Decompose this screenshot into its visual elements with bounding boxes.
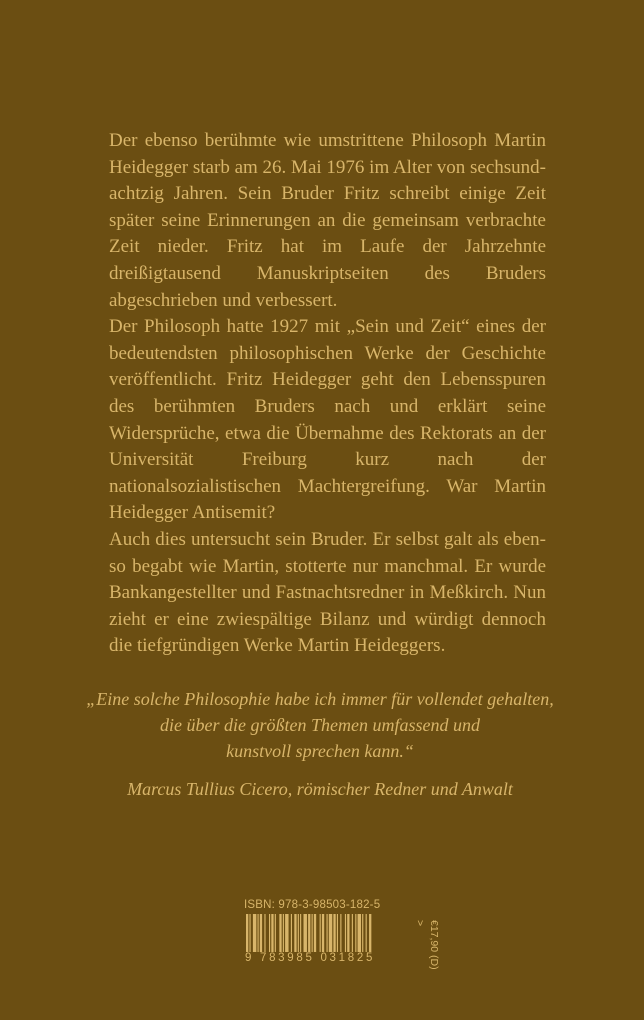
quote-line-2: die über die größten Themen umfassend und bbox=[160, 715, 480, 735]
back-cover-blurb bbox=[109, 128, 546, 660]
quote-line-3: kunstvoll sprechen kann.“ bbox=[226, 741, 414, 761]
quote-attribution: Marcus Tullius Cicero, römischer Redner und Anwalt bbox=[127, 779, 513, 799]
price-label bbox=[414, 920, 441, 970]
price-marker: > bbox=[414, 920, 426, 927]
price-text: €17,90 (D) bbox=[428, 920, 440, 970]
blurb-paragraph-1: Der ebenso berühmte wie umstrittene Philosoph Martin Heidegger starb am 26. Mai 1976 im Alter von sechsundachtzig Jahren. Sein Bruder Fritz schreibt einige Zeit später seine Erinnerungen an die gemeinsam verbrachte Zeit nieder. Fritz hat im Laufe der Jahrzehnte dreißigtausend Manuskriptseiten des Bruders abgeschrieben und verbessert. bbox=[109, 130, 546, 311]
cicero-quote bbox=[60, 686, 580, 802]
quote-line-1: „Eine solche Philosophie habe ich immer für vollendet gehalten, bbox=[86, 689, 554, 709]
blurb-paragraph-2: Der Philosoph hatte 1927 mit „Sein und Zeit“ eines der bedeutendsten philosophischen Werke der Geschichte veröffentlicht. Fritz Heidegger geht den Lebensspuren des berühmten Bruders nach und erklärt seine Widersprüche, etwa die Übernahme des Rektorats an der Universität Freiburg kurz nach der nationalsozialistischen Machtergreifung. War Martin Heidegger Antisemit? bbox=[109, 316, 546, 524]
quote-text bbox=[60, 686, 580, 764]
isbn-label: ISBN: 978-3-98503-182-5 bbox=[244, 899, 381, 911]
barcode-digits: 9 783985 031825 bbox=[245, 952, 376, 964]
blurb-paragraph-3: Auch dies untersucht sein Bruder. Er selbst galt als ebenso begabt wie Martin, stotterte nur manchmal. Er wurde Bankangestellter und Fastnachtsredner in Meßkirch. Nun zieht er eine zwiespältige Bilanz und würdigt dennoch die tiefgründigen Werke Martin Heideggers. bbox=[109, 528, 546, 657]
